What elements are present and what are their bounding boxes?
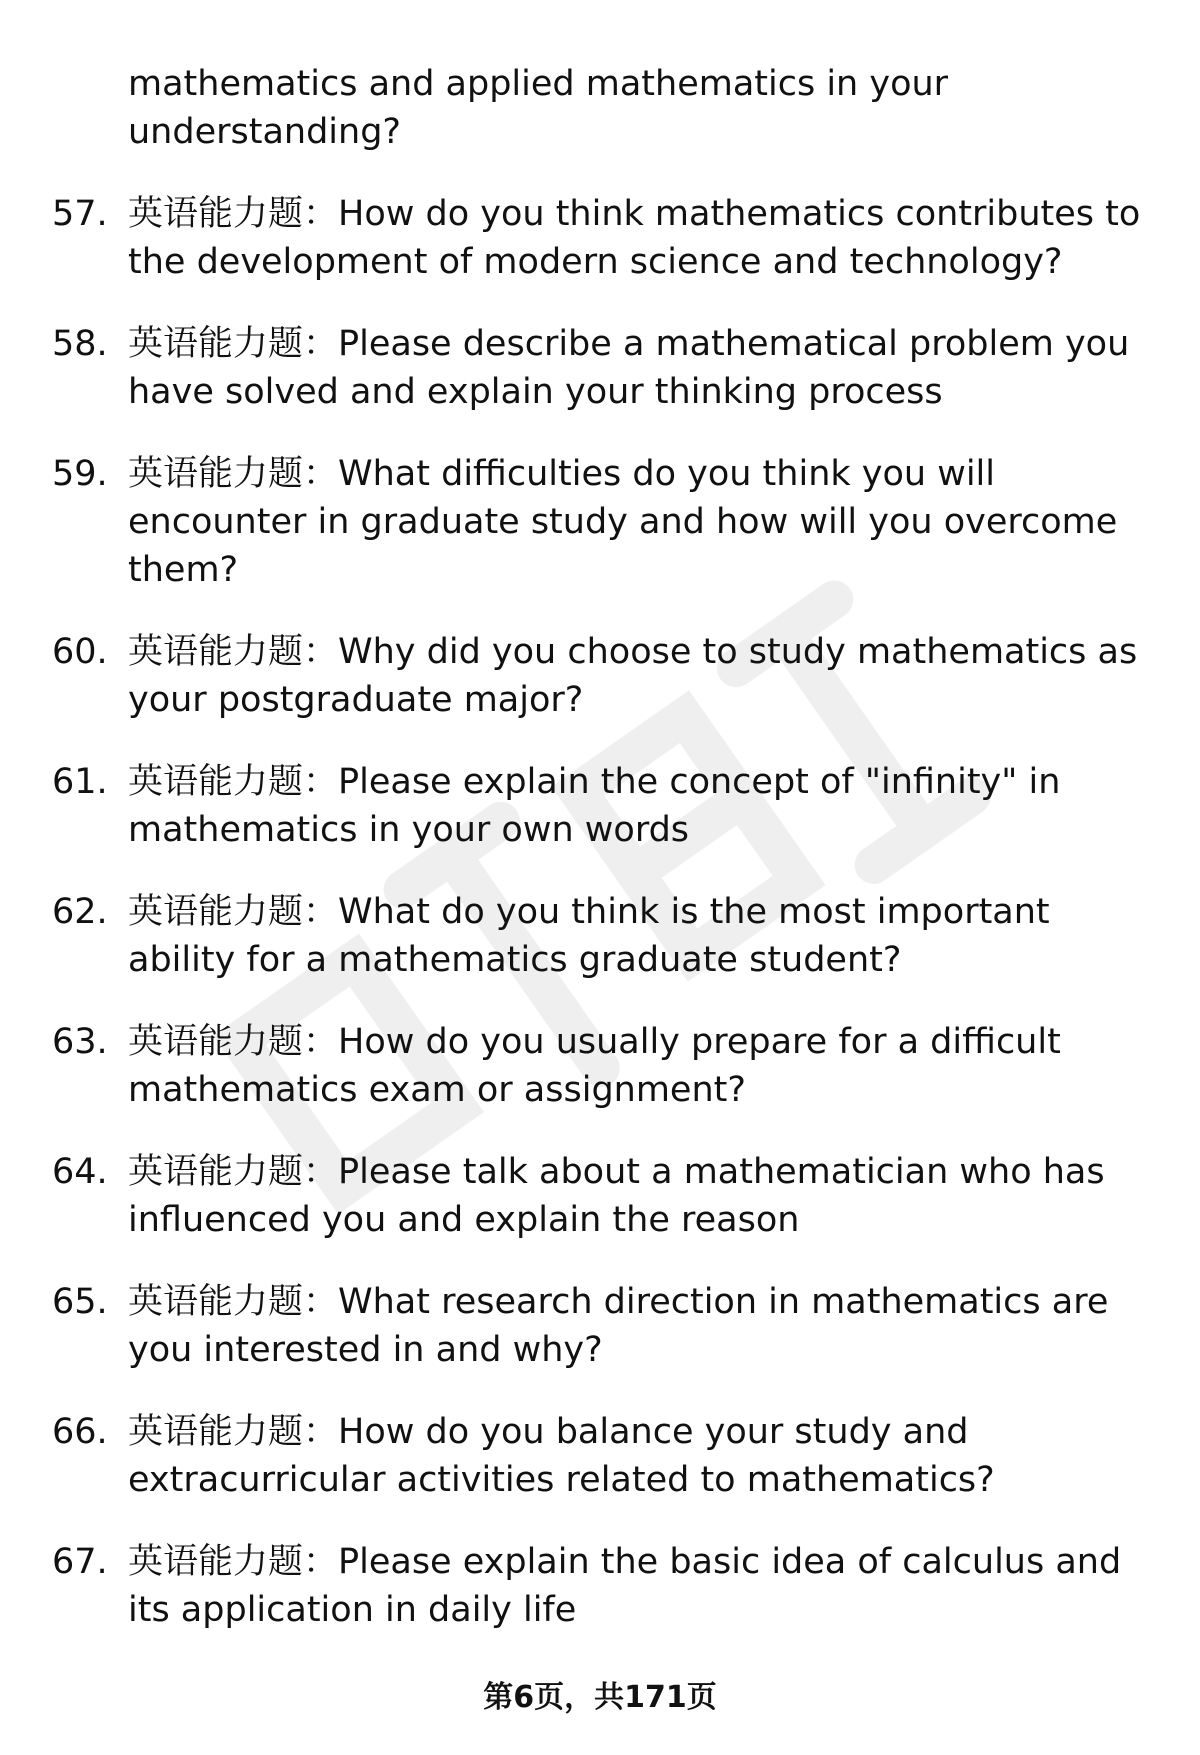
question-body [128,888,1158,984]
list-item [0,628,1200,724]
question-body [128,758,1158,854]
list-item [0,1278,1200,1374]
list-item [0,320,1200,416]
question-label: 英语能力题： [128,762,339,802]
list-item [0,450,1200,594]
question-text: Please talk about a mathematician who has influenced you and explain the reason [128,1152,1105,1240]
question-number: 67. [52,1542,108,1582]
question-label: 英语能力题： [128,194,339,234]
question-label: 英语能力题： [128,1022,339,1062]
question-text: How do you balance your study and extracurricular activities related to mathematics? [128,1412,995,1500]
question-body [128,1018,1158,1114]
question-label: 英语能力题： [128,1282,339,1322]
question-number: 63. [52,1022,108,1062]
question-body [128,450,1158,594]
question-number: 60. [52,632,108,672]
list-item [0,1148,1200,1244]
question-label: 英语能力题： [128,892,339,932]
question-text: How do you think mathematics contributes to the development of modern science and technology? [128,194,1141,282]
list-item [0,1538,1200,1634]
list-item [0,1018,1200,1114]
question-text: Please describe a mathematical problem you have solved and explain your thinking process [128,324,1130,412]
question-body [128,320,1158,416]
list-item [0,758,1200,854]
question-text: Please explain the concept of "infinity" in mathematics in your own words [128,762,1061,850]
list-item [0,190,1200,286]
question-text: What research direction in mathematics are you interested in and why? [128,1282,1109,1370]
question-body [128,628,1158,724]
question-label: 英语能力题： [128,1542,339,1582]
question-body [128,190,1158,286]
question-text: What do you think is the most important ability for a mathematics graduate student? [128,892,1050,980]
question-body [128,1408,1158,1504]
question-body [128,1538,1158,1634]
question-label: 英语能力题： [128,324,339,364]
question-text: Please explain the basic idea of calculus and its application in daily life [128,1542,1122,1630]
question-number: 62. [52,892,108,932]
question-number: 58. [52,324,108,364]
page-number-footer: 第6页，共171页 [483,1680,717,1715]
question-number: 61. [52,762,108,802]
question-text: How do you usually prepare for a difficult mathematics exam or assignment? [128,1022,1061,1110]
question-number: 57. [52,194,108,234]
continued-question-text: mathematics and applied mathematics in your understanding? [128,64,949,152]
question-label: 英语能力题： [128,454,339,494]
question-number: 59. [52,454,108,494]
question-body [128,1278,1158,1374]
question-label: 英语能力题： [128,1152,339,1192]
question-number: 66. [52,1412,108,1452]
question-label: 英语能力题： [128,632,339,672]
list-item [0,888,1200,984]
question-label: 英语能力题： [128,1412,339,1452]
question-list [0,190,1200,1668]
list-item [0,1408,1200,1504]
question-body [128,1148,1158,1244]
question-text: What difficulties do you think you will encounter in graduate study and how will you overcome them? [128,454,1118,590]
question-number: 65. [52,1282,108,1322]
question-text: Why did you choose to study mathematics as your postgraduate major? [128,632,1138,720]
question-number: 64. [52,1152,108,1192]
